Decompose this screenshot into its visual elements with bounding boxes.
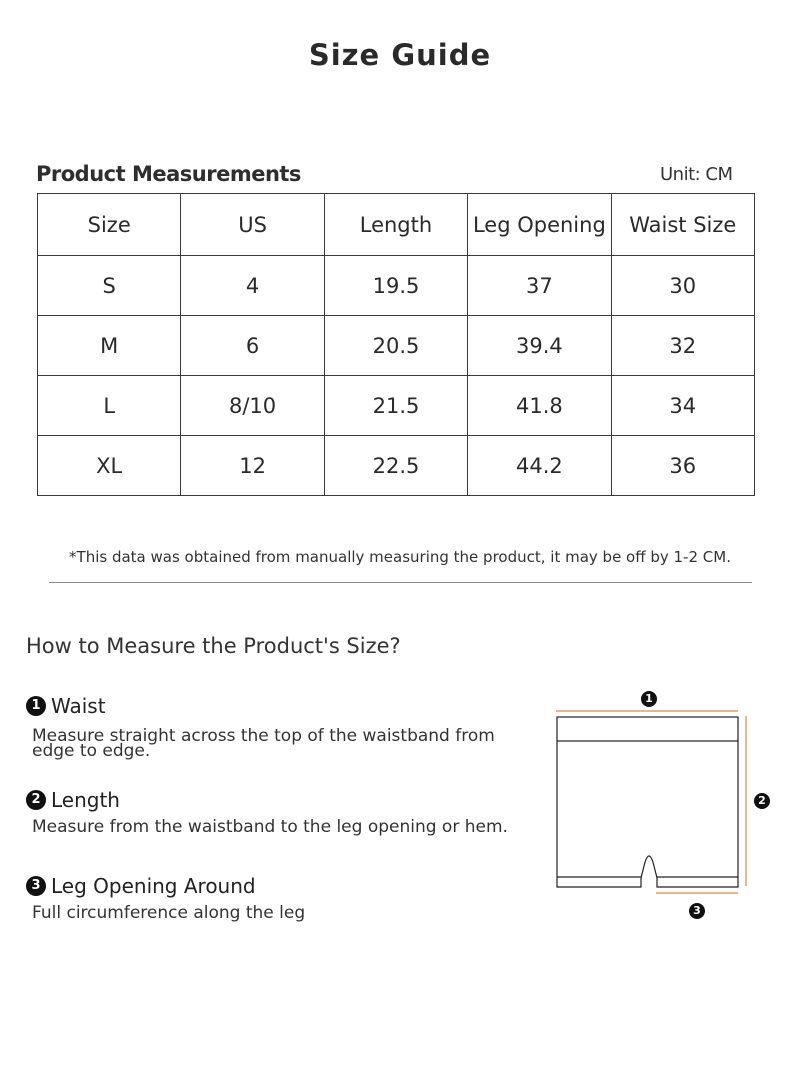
cell-waist-size: 30 xyxy=(611,256,754,316)
cell-us: 8/10 xyxy=(181,376,324,436)
page-title: Size Guide xyxy=(308,38,492,72)
cell-us: 12 xyxy=(181,436,324,496)
number-two-icon: 2 xyxy=(26,790,46,810)
cell-length: 19.5 xyxy=(324,256,467,316)
step-description: Measure from the waistband to the leg opening or hem. xyxy=(32,817,508,837)
step-description: Measure straight across the top of the waistband from edge to edge. xyxy=(32,726,495,761)
cell-us: 4 xyxy=(181,256,324,316)
step-description: Full circumference along the leg xyxy=(32,903,306,923)
marker-one-icon: 1 xyxy=(641,691,657,707)
unit-label: Unit: CM xyxy=(660,164,733,185)
shorts-body xyxy=(557,741,738,887)
size-table xyxy=(37,193,755,496)
cell-length: 22.5 xyxy=(324,436,467,496)
cell-leg-opening: 41.8 xyxy=(468,376,611,436)
header-us: US xyxy=(181,194,324,256)
table-row xyxy=(38,256,755,316)
measurement-disclaimer: *This data was obtained from manually measuring the product, it may be off by 1-2 CM. xyxy=(69,548,731,566)
table-row xyxy=(38,376,755,436)
header-length: Length xyxy=(324,194,467,256)
cell-length: 20.5 xyxy=(324,316,467,376)
table-row xyxy=(38,436,755,496)
cell-leg-opening: 44.2 xyxy=(468,436,611,496)
shorts-diagram xyxy=(540,686,780,926)
cell-leg-opening: 39.4 xyxy=(468,316,611,376)
section-label: Product Measurements xyxy=(36,162,301,186)
cell-size: XL xyxy=(38,436,181,496)
cell-waist-size: 34 xyxy=(611,376,754,436)
cell-size: L xyxy=(38,376,181,436)
header-size: Size xyxy=(38,194,181,256)
table-row xyxy=(38,316,755,376)
marker-two-icon: 2 xyxy=(754,793,770,809)
step-title: Leg Opening Around xyxy=(51,874,256,898)
cell-leg-opening: 37 xyxy=(468,256,611,316)
how-to-heading: How to Measure the Product's Size? xyxy=(26,634,401,658)
waistband xyxy=(557,717,738,741)
step-length xyxy=(26,788,120,812)
cell-size: S xyxy=(38,256,181,316)
step-title: Length xyxy=(51,788,120,812)
step-waist xyxy=(26,694,106,718)
cell-us: 6 xyxy=(181,316,324,376)
header-waist-size: Waist Size xyxy=(611,194,754,256)
cell-size: M xyxy=(38,316,181,376)
shorts-outline-icon xyxy=(540,686,780,926)
step-leg-opening xyxy=(26,874,256,898)
cell-length: 21.5 xyxy=(324,376,467,436)
step-title: Waist xyxy=(51,694,106,718)
table-header-row xyxy=(38,194,755,256)
cell-waist-size: 32 xyxy=(611,316,754,376)
divider xyxy=(49,582,752,583)
marker-three-icon: 3 xyxy=(689,903,705,919)
cell-waist-size: 36 xyxy=(611,436,754,496)
number-one-icon: 1 xyxy=(26,696,46,716)
header-leg-opening: Leg Opening xyxy=(468,194,611,256)
number-three-icon: 3 xyxy=(26,876,46,896)
